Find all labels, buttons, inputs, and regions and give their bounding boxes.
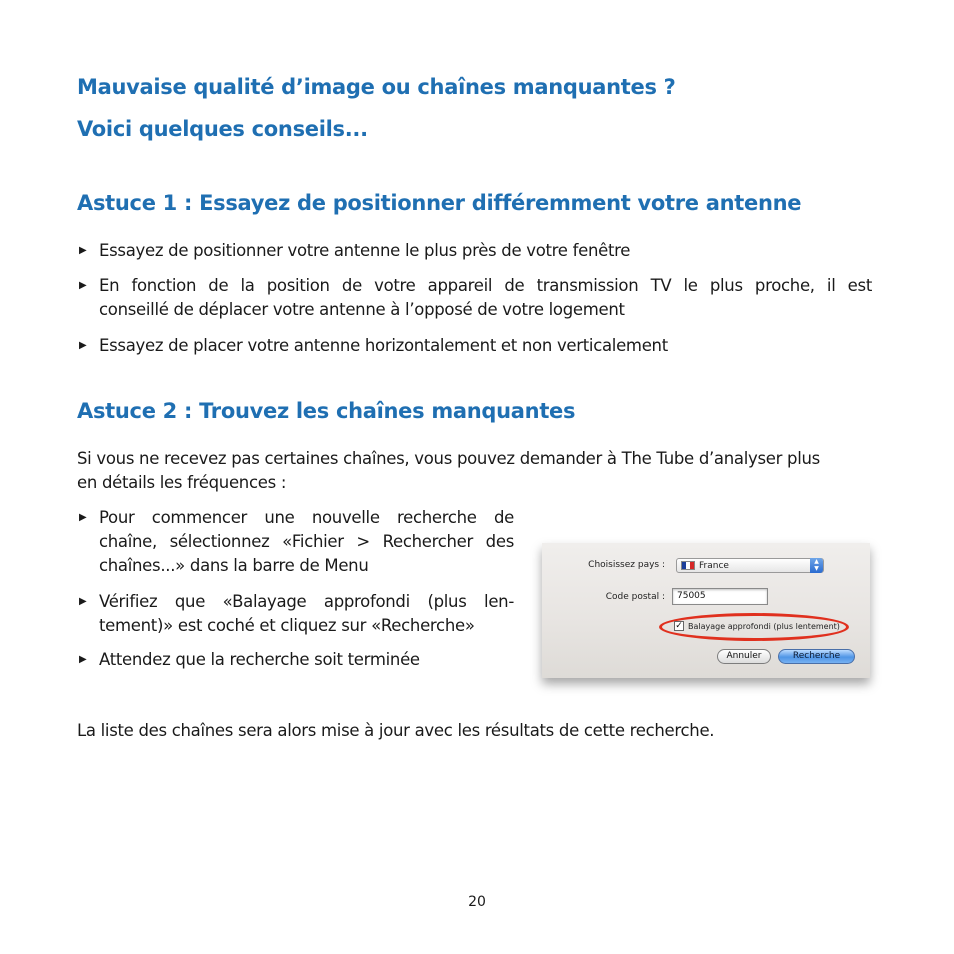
cancel-button[interactable]: Annuler — [717, 649, 771, 664]
flag-stripe-red — [690, 562, 694, 569]
channel-search-dialog-screenshot — [542, 543, 870, 678]
tip1-bullet-1 — [77, 239, 877, 263]
tip1-bullet-3-line-1: Essayez de placer votre antenne horizontalement et non verticalement — [99, 336, 668, 355]
country-select[interactable] — [676, 558, 824, 573]
tip1-heading: Astuce 1 : Essayez de positionner différemment votre antenne — [77, 191, 802, 215]
tip1-bullet-2-line-2: conseillé de déplacer votre antenne à l’opposé de votre logement — [99, 300, 625, 319]
tip2-bullet-3-line-1: Attendez que la recherche soit terminée — [99, 650, 420, 669]
country-select-value: France — [699, 560, 729, 571]
tip2-bullet-1 — [77, 506, 514, 578]
postal-code-label: Code postal : — [605, 592, 665, 602]
tip2-bullet-2 — [77, 590, 514, 638]
deep-scan-checkbox[interactable] — [674, 621, 840, 631]
triangle-right-icon: ▶ — [79, 596, 87, 607]
intro-heading-line2: Voici quelques conseils... — [77, 117, 368, 141]
triangle-right-icon: ▶ — [79, 245, 87, 256]
tip2-bullet-1-line-1: Pour commencer une nouvelle recherche de — [99, 508, 514, 527]
tip2-intro-line-2: en détails les fréquences : — [77, 473, 287, 492]
tip2-intro — [77, 447, 877, 495]
postal-code-input[interactable]: 75005 — [672, 588, 768, 605]
conclusion-text: La liste des chaînes sera alors mise à jour avec les résultats de cette recherche. — [77, 721, 715, 740]
deep-scan-label: Balayage approfondi (plus lentement) — [688, 621, 840, 631]
france-flag-icon — [681, 561, 695, 570]
country-label: Choisissez pays : — [588, 560, 665, 570]
tip2-bullet-2-line-1: Vérifiez que «Balayage approfondi (plus len- — [99, 592, 514, 611]
intro-heading-line1: Mauvaise qualité d’image ou chaînes manquantes ? — [77, 75, 676, 99]
search-button[interactable]: Recherche — [778, 649, 855, 664]
tip1-bullet-2 — [77, 274, 872, 322]
tip2-bullet-2-line-2: tement)» est coché et cliquez sur «Recherche» — [99, 616, 475, 635]
tip2-heading: Astuce 2 : Trouvez les chaînes manquantes — [77, 399, 576, 423]
triangle-right-icon: ▶ — [79, 280, 87, 291]
triangle-right-icon: ▶ — [79, 340, 87, 351]
tip1-bullet-3 — [77, 334, 877, 358]
triangle-right-icon: ▶ — [79, 654, 87, 665]
tip1-bullet-2-line-1: En fonction de la position de votre appareil de transmission TV le plus proche, il est — [99, 276, 872, 295]
page-number: 20 — [468, 894, 486, 910]
checkmark-icon: ✓ — [675, 621, 683, 631]
triangle-right-icon: ▶ — [79, 512, 87, 523]
tip2-bullet-1-line-2: chaîne, sélectionnez «Fichier > Rechercher des — [99, 532, 514, 551]
tip1-bullet-1-line-1: Essayez de positionner votre antenne le plus près de votre fenêtre — [99, 241, 631, 260]
tip2-bullet-1-line-3: chaînes...» dans la barre de Menu — [99, 556, 369, 575]
tip2-bullet-3 — [77, 648, 514, 672]
tip2-intro-line-1: Si vous ne recevez pas certaines chaînes, vous pouvez demander à The Tube d’analyser plus — [77, 449, 820, 468]
up-down-arrows-icon: ▲ ▼ — [810, 558, 823, 573]
